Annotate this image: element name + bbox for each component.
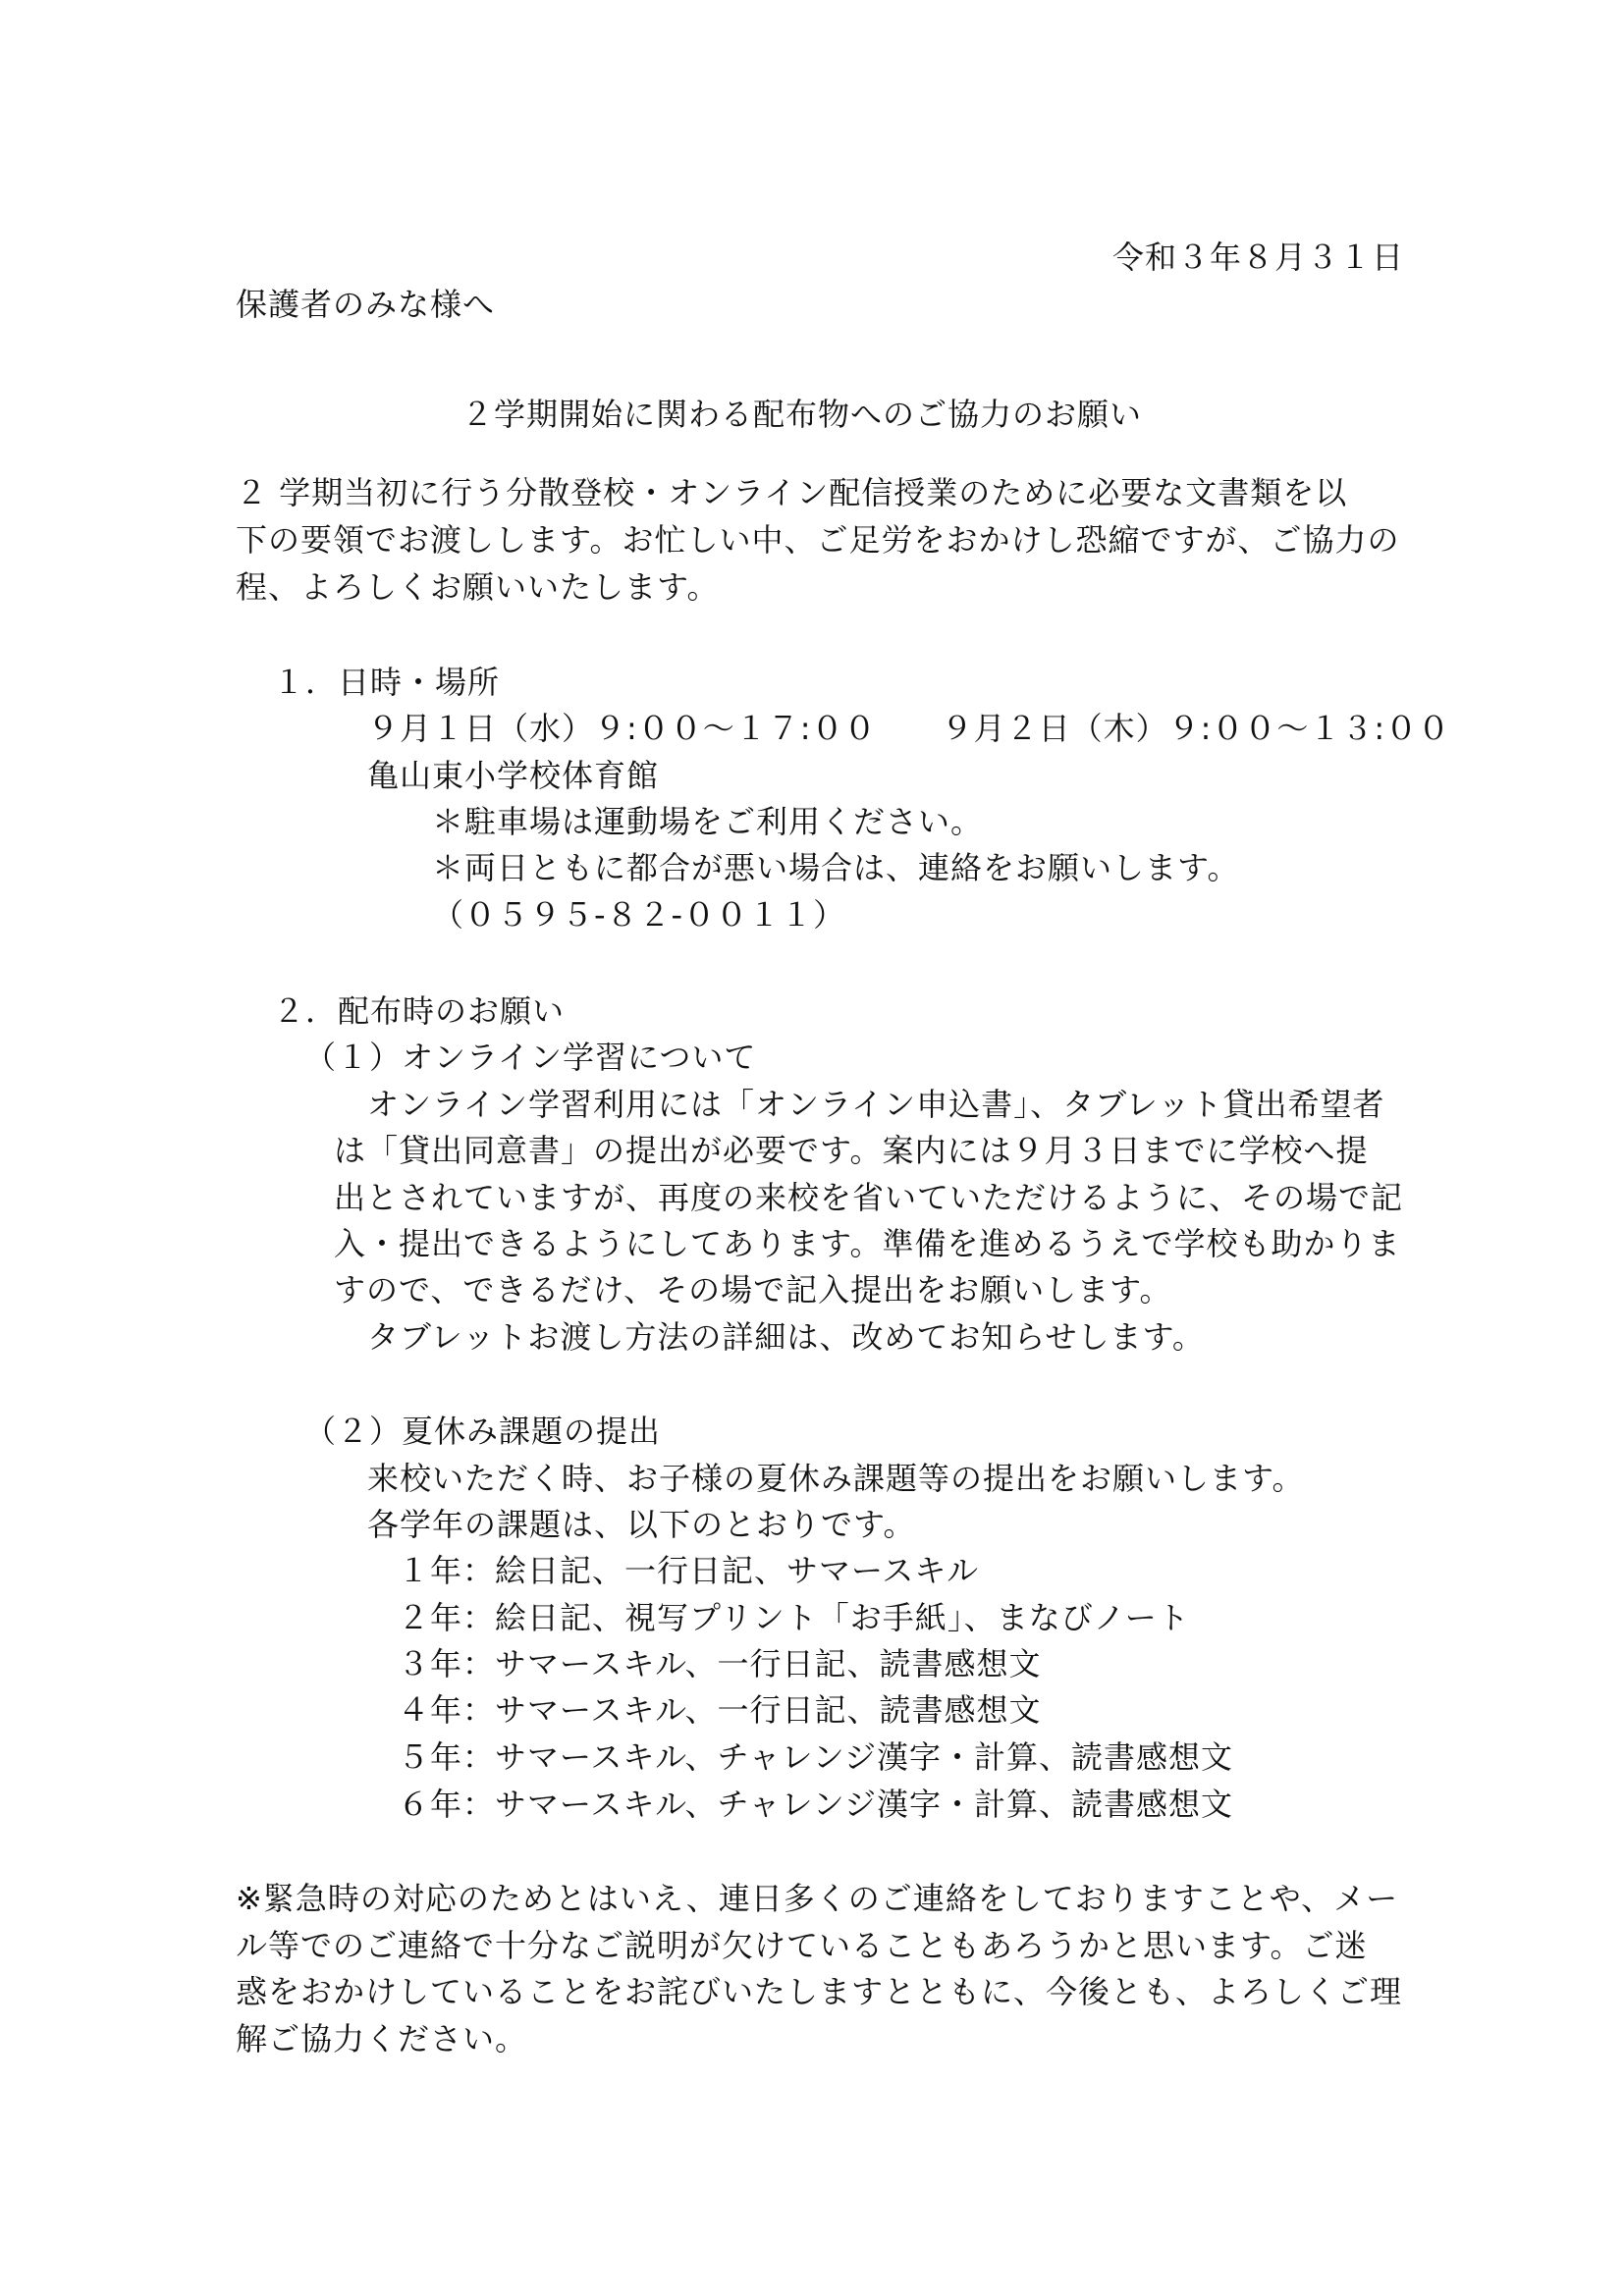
sub2-heading: （２）夏休み課題の提出 xyxy=(304,1413,662,1450)
sub1-line: タブレットお渡し方法の詳細は、改めてお知らせします。 xyxy=(367,1318,1205,1356)
section1-note: ＊駐車場は運動場をご利用ください。 xyxy=(432,803,984,840)
sub2-line: 各学年の課題は、以下のとおりです。 xyxy=(367,1506,916,1543)
section1-schedule: ９月１日（水）９:００～１７:００ ９月２日（木）９:００～１３:００ xyxy=(367,710,1451,747)
sub1-line: オンライン学習利用には「オンライン申込書」、タブレット貸出希望者 xyxy=(367,1086,1385,1123)
section1-venue: 亀山東小学校体育館 xyxy=(367,757,660,794)
sub1-line: は「貸出同意書」の提出が必要です。案内には９月３日までに学校へ提 xyxy=(334,1132,1369,1169)
grade-assignment: ３年：サマースキル、一行日記、読書感想文 xyxy=(398,1645,1042,1682)
section2-heading: ２．配布時のお願い xyxy=(273,992,566,1030)
sub2-line: 来校いただく時、お子様の夏休み課題等の提出をお願いします。 xyxy=(367,1460,1305,1497)
sub1-heading: （１）オンライン学習について xyxy=(304,1039,757,1076)
grade-assignment: １年：絵日記、一行日記、サマースキル xyxy=(398,1552,980,1589)
sub1-line: すので、できるだけ、その場で記入提出をお願いします。 xyxy=(334,1271,1172,1308)
sub1-line: 出とされていますが、再度の来校を省いていただけるように、その場で記 xyxy=(334,1179,1404,1216)
closing-line: 解ご協力ください。 xyxy=(236,2020,528,2057)
intro-line: 下の要領でお渡しします。お忙しい中、ご足労をおかけし恐縮ですが、ご協力の xyxy=(236,521,1400,559)
recipient: 保護者のみな様へ xyxy=(236,286,496,323)
closing-line: 惑をおかけしていることをお詫びいたしますとともに、今後とも、よろしくご理 xyxy=(236,1973,1403,2010)
grade-assignment: ４年：サマースキル、一行日記、読書感想文 xyxy=(398,1691,1042,1729)
closing-line: ル等でのご連絡で十分なご説明が欠けていることもあろうかと思います。ご迷 xyxy=(236,1927,1368,1964)
closing-line: ※緊急時の対応のためとはいえ、連日多くのご連絡をしておりますことや、メー xyxy=(236,1880,1399,1917)
intro-line: ２ 学期当初に行う分散登校・オンライン配信授業のために必要な文書類を以 xyxy=(236,474,1348,511)
section1-heading: １．日時・場所 xyxy=(273,664,501,701)
grade-assignment: ２年：絵日記、視写プリント「お手紙」、まなびノート xyxy=(398,1599,1190,1636)
grade-assignment: ６年：サマースキル、チャレンジ漢字・計算、読書感想文 xyxy=(398,1786,1233,1823)
sub1-line: 入・提出できるようにしてあります。準備を進めるうえで学校も助かりま xyxy=(334,1225,1401,1262)
date: 令和３年８月３１日 xyxy=(1111,239,1404,276)
section1-note: ＊両日ともに都合が悪い場合は、連絡をお願いします。 xyxy=(432,849,1240,886)
section1-phone: （０５９５-８２-００１１） xyxy=(432,896,846,934)
document-title: ２学期開始に関わる配布物へのご協力のお願い xyxy=(461,396,1143,433)
grade-assignment: ５年：サマースキル、チャレンジ漢字・計算、読書感想文 xyxy=(398,1738,1233,1776)
intro-line: 程、よろしくお願いいたします。 xyxy=(236,568,720,606)
